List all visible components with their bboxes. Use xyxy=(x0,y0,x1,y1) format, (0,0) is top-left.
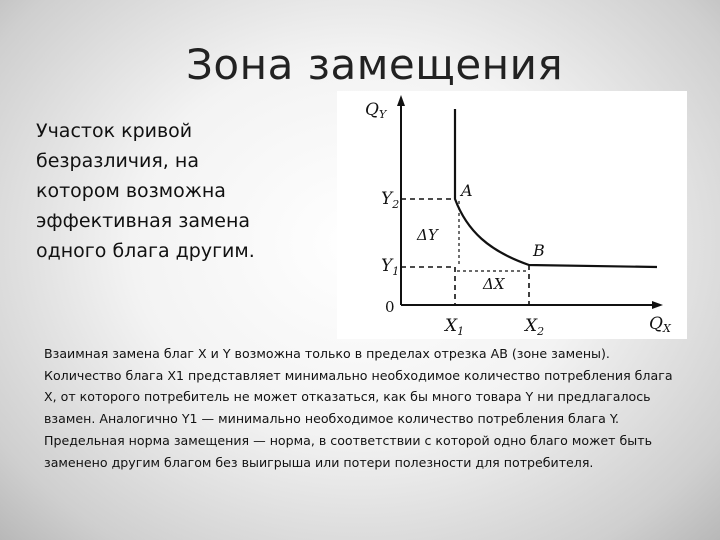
explanation-text: Взаимная замена благ X и Y возможна только в пределах отрезка АВ (зоне замены). Количество блага X1 представляет минимально необходимое количество потребления блага X, от которого потребитель не может отказаться, как бы много товара Y ни предлагалось взамен. Аналогично Y1 — минимально необходимое количество потребления блага Y. Предельная норма замещения — норма, в соответствии с которой одно благо может быть заменено другим благом без выигрыша или потери полезности для потребителя. xyxy=(44,346,673,470)
indifference-curve-diagram xyxy=(337,91,687,339)
y-axis-label: QY xyxy=(365,100,387,121)
point-a-label: A xyxy=(461,181,473,200)
point-b-label: B xyxy=(533,241,545,260)
x-axis-label: QX xyxy=(649,314,671,335)
diagram-svg xyxy=(337,91,687,339)
x2-label: $X_2$ xyxy=(525,316,545,338)
y-axis-arrow xyxy=(397,95,405,106)
y2-label: $Y_2$ xyxy=(381,189,400,211)
delta-x-label: ΔX xyxy=(483,275,505,293)
side-description: Участок кривой безразличия, на котором возможна эффективная замена одного блага другим. xyxy=(36,120,255,262)
x1-label: $X_1$ xyxy=(445,316,465,338)
x-axis-arrow xyxy=(652,301,663,309)
slide-title: Зона замещения xyxy=(186,40,564,89)
explanation-caption xyxy=(44,343,684,473)
indifference-curve xyxy=(455,109,657,267)
y1-label: $Y_1$ xyxy=(381,256,400,278)
origin-label: 0 xyxy=(385,298,395,316)
delta-y-label: ΔY xyxy=(417,226,438,244)
